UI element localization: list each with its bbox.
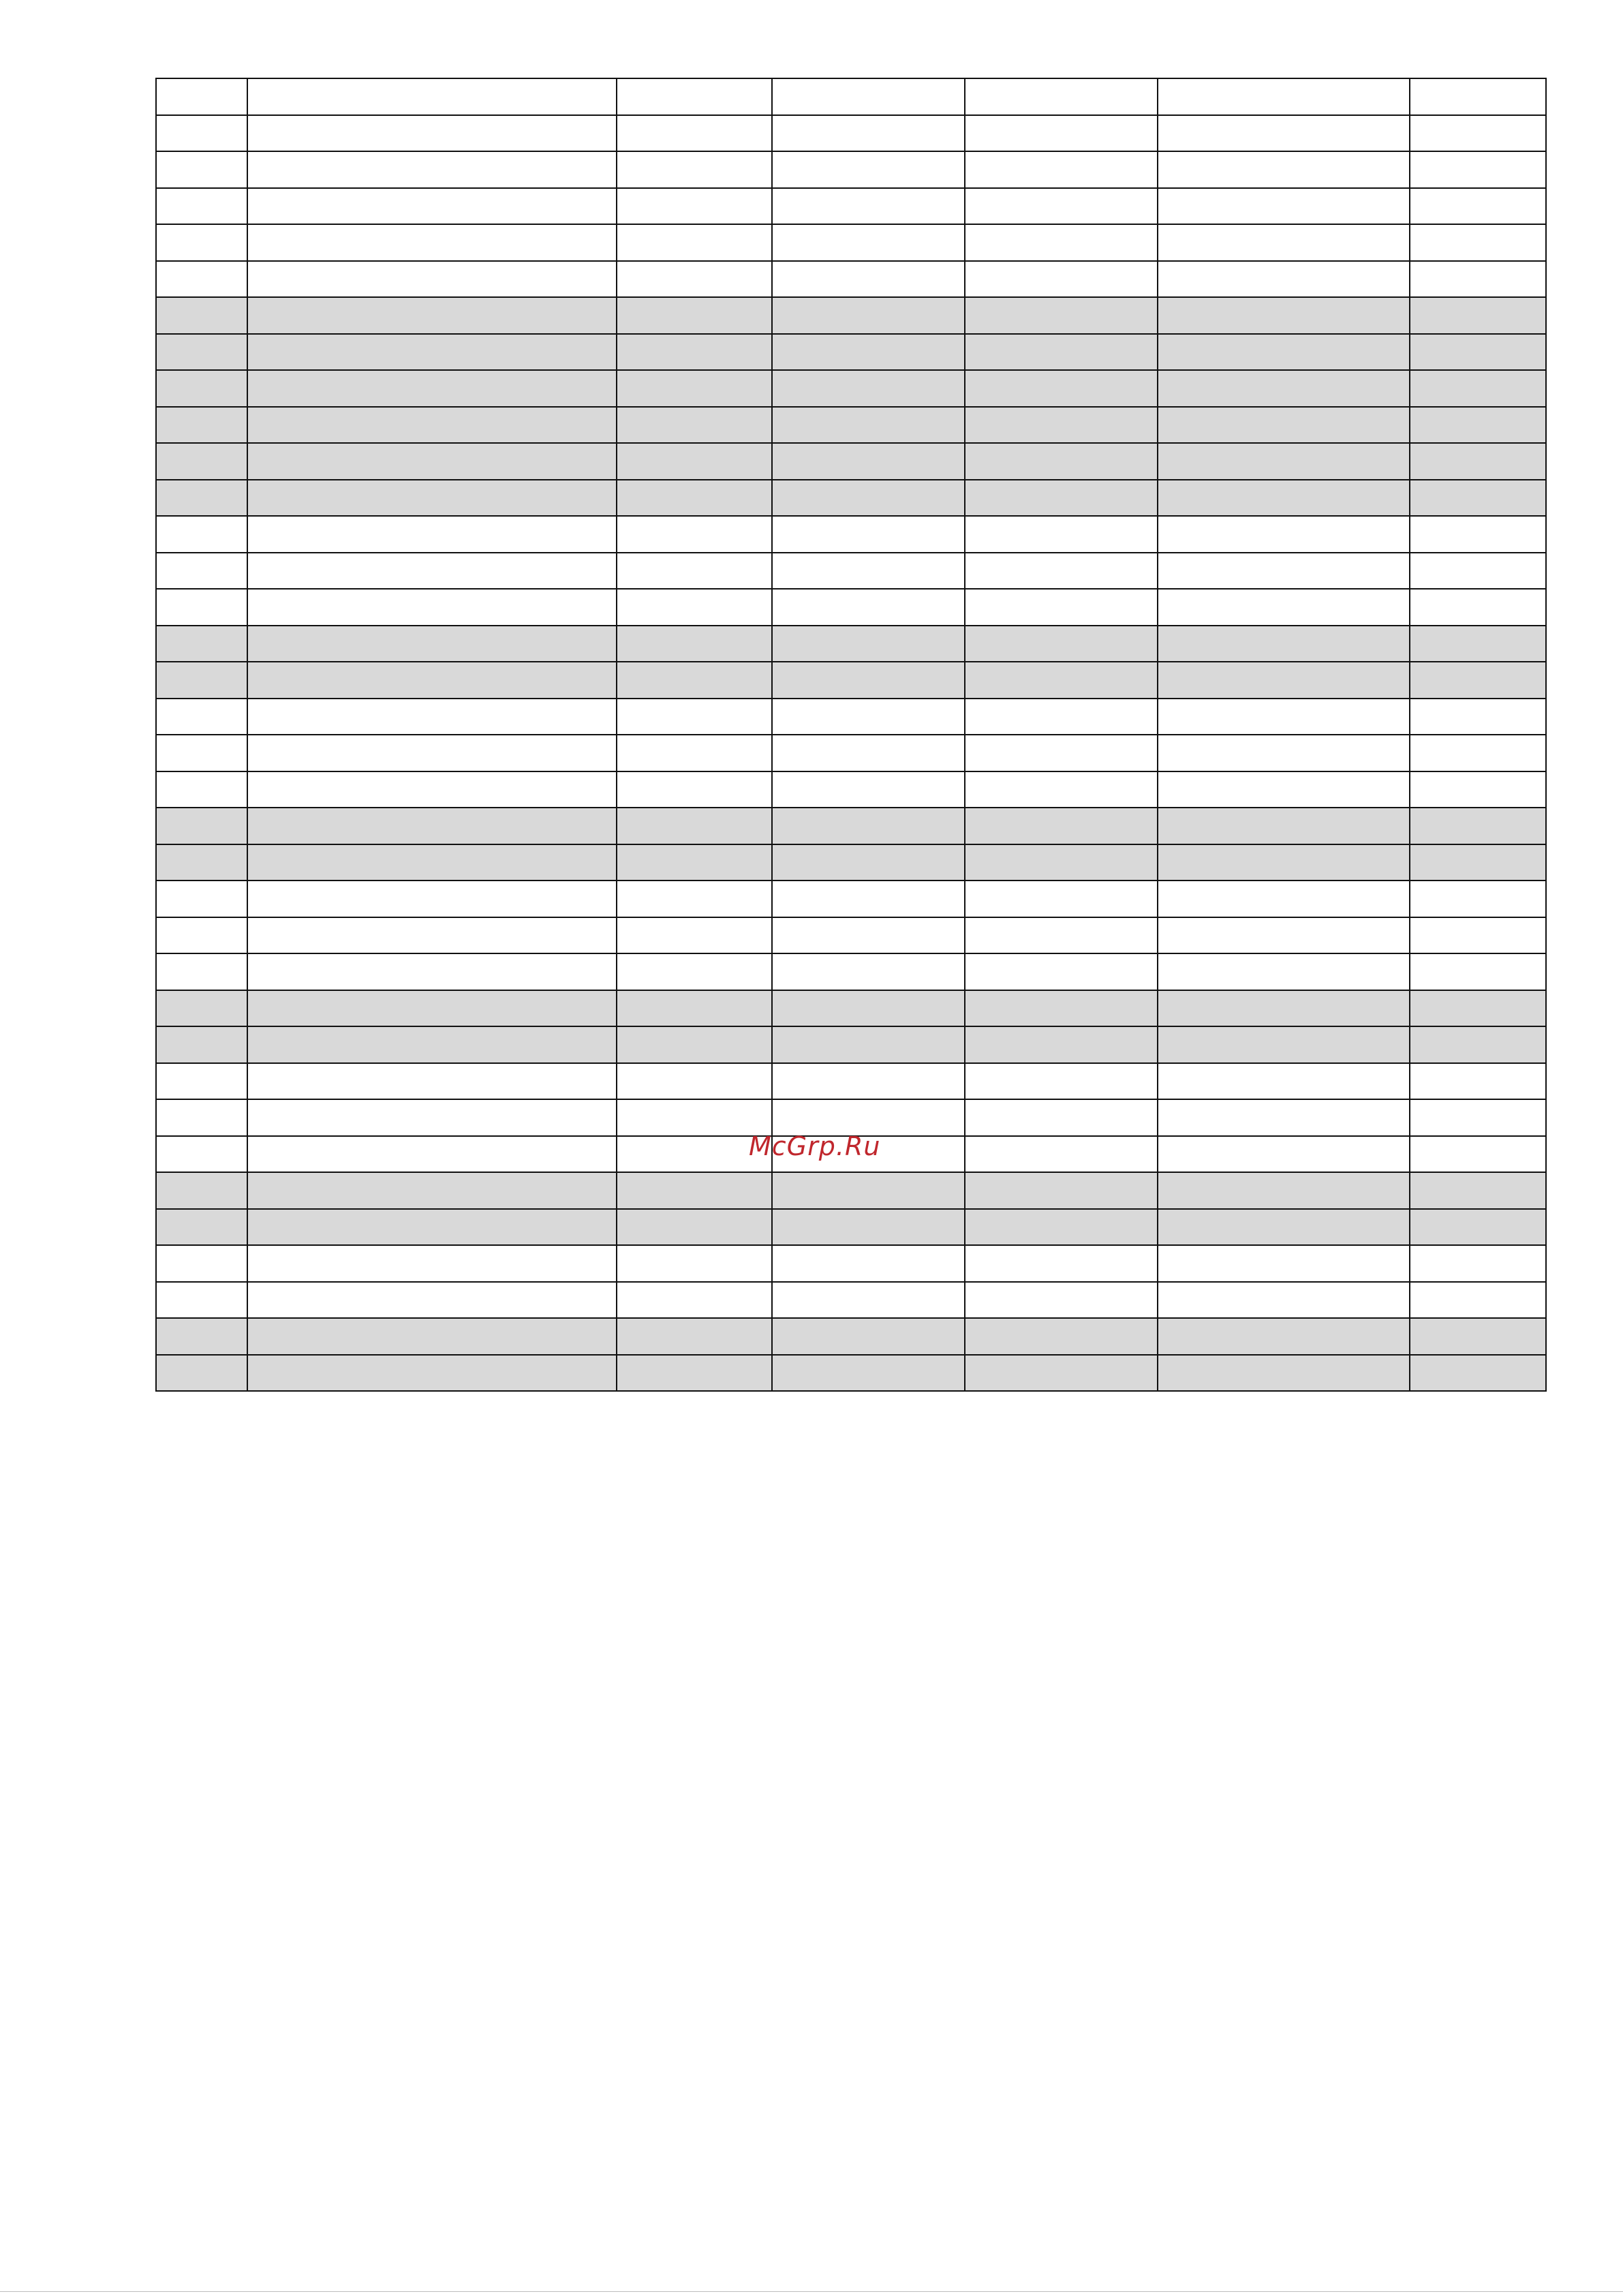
table-row: [156, 115, 1546, 152]
table-cell: [1410, 917, 1546, 954]
table-cell: [1410, 480, 1546, 517]
table-cell: [1410, 1209, 1546, 1246]
table-cell: [247, 115, 617, 152]
table-cell: [1410, 1172, 1546, 1209]
table-cell: [1158, 516, 1410, 553]
table-row: [156, 626, 1546, 662]
table-cell: [156, 1136, 247, 1173]
table-cell: [1158, 844, 1410, 881]
table-row: [156, 953, 1546, 990]
table-cell: [1158, 480, 1410, 517]
table-cell: [1410, 735, 1546, 771]
table-row: [156, 1099, 1546, 1136]
table-row: [156, 1063, 1546, 1100]
table-cell: [965, 1026, 1158, 1063]
table-cell: [1158, 407, 1410, 444]
table-cell: [772, 589, 965, 626]
table-cell: [772, 115, 965, 152]
table-cell: [965, 1172, 1158, 1209]
table-cell: [1158, 443, 1410, 480]
table-row: [156, 516, 1546, 553]
table-cell: [965, 553, 1158, 590]
table-row: [156, 224, 1546, 261]
table-cell: [772, 1209, 965, 1246]
table-cell: [965, 516, 1158, 553]
table-cell: [1410, 808, 1546, 844]
table-cell: [617, 1318, 772, 1355]
table-cell: [1158, 115, 1410, 152]
table-cell: [1158, 1209, 1410, 1246]
table-cell: [1158, 151, 1410, 188]
table-cell: [156, 771, 247, 808]
table-cell: [965, 662, 1158, 699]
table-cell: [1410, 662, 1546, 699]
table-cell: [1158, 699, 1410, 735]
table-cell: [617, 297, 772, 334]
table-cell: [247, 1099, 617, 1136]
table-cell: [247, 844, 617, 881]
table-cell: [1158, 78, 1410, 115]
table-cell: [156, 953, 247, 990]
table-cell: [156, 1318, 247, 1355]
table-cell: [1410, 115, 1546, 152]
table-cell: [772, 808, 965, 844]
table-cell: [247, 443, 617, 480]
table-cell: [772, 844, 965, 881]
table-cell: [156, 480, 247, 517]
table-cell: [965, 1355, 1158, 1392]
table-cell: [772, 1355, 965, 1392]
table-cell: [156, 699, 247, 735]
table-cell: [1158, 626, 1410, 662]
table-cell: [965, 953, 1158, 990]
table-cell: [772, 443, 965, 480]
table-cell: [1410, 553, 1546, 590]
table-cell: [965, 990, 1158, 1027]
table-cell: [772, 407, 965, 444]
table-cell: [772, 188, 965, 225]
table-cell: [247, 917, 617, 954]
table-cell: [1158, 297, 1410, 334]
table-cell: [1410, 443, 1546, 480]
table-cell: [247, 151, 617, 188]
table-cell: [156, 1355, 247, 1392]
table-row: [156, 443, 1546, 480]
table-cell: [247, 188, 617, 225]
table-cell: [617, 990, 772, 1027]
table-cell: [965, 1209, 1158, 1246]
table-row: [156, 261, 1546, 298]
empty-grid-table: [155, 78, 1547, 1392]
table-cell: [772, 626, 965, 662]
table-cell: [1410, 224, 1546, 261]
table-cell: [617, 1282, 772, 1319]
table-cell: [772, 516, 965, 553]
table-cell: [247, 771, 617, 808]
table-cell: [965, 844, 1158, 881]
table-cell: [156, 443, 247, 480]
table-cell: [1158, 188, 1410, 225]
table-cell: [156, 808, 247, 844]
table-cell: [247, 699, 617, 735]
table-row: [156, 589, 1546, 626]
table-cell: [1410, 699, 1546, 735]
table-cell: [617, 480, 772, 517]
table-cell: [156, 553, 247, 590]
table-cell: [156, 881, 247, 917]
table-row: [156, 1172, 1546, 1209]
table-cell: [247, 589, 617, 626]
table-row: [156, 990, 1546, 1027]
table-cell: [965, 917, 1158, 954]
table-cell: [617, 699, 772, 735]
table-cell: [1158, 553, 1410, 590]
table-body: [156, 78, 1546, 1391]
table-cell: [1410, 990, 1546, 1027]
table-cell: [772, 699, 965, 735]
table-cell: [772, 1318, 965, 1355]
table-cell: [247, 407, 617, 444]
table-cell: [965, 480, 1158, 517]
table-row: [156, 78, 1546, 115]
table-cell: [1410, 771, 1546, 808]
table-cell: [156, 151, 247, 188]
table-cell: [772, 990, 965, 1027]
table-cell: [965, 78, 1158, 115]
table-cell: [772, 953, 965, 990]
table-cell: [247, 1063, 617, 1100]
table-cell: [617, 188, 772, 225]
table-cell: [772, 1245, 965, 1282]
table-cell: [965, 1099, 1158, 1136]
table-cell: [156, 261, 247, 298]
table-cell: [1158, 808, 1410, 844]
table-cell: [247, 735, 617, 771]
table-cell: [965, 626, 1158, 662]
table-cell: [772, 78, 965, 115]
table-cell: [1410, 151, 1546, 188]
table-cell: [617, 115, 772, 152]
table-cell: [1410, 334, 1546, 371]
table-cell: [617, 78, 772, 115]
table-row: [156, 1209, 1546, 1246]
table-cell: [772, 224, 965, 261]
table-row: [156, 188, 1546, 225]
table-cell: [156, 662, 247, 699]
table-cell: [965, 1136, 1158, 1173]
table-cell: [1410, 881, 1546, 917]
table-cell: [1410, 297, 1546, 334]
table-cell: [1410, 1063, 1546, 1100]
table-row: [156, 844, 1546, 881]
table-cell: [156, 589, 247, 626]
table-row: [156, 808, 1546, 844]
table-cell: [247, 297, 617, 334]
table-cell: [247, 261, 617, 298]
table-cell: [156, 990, 247, 1027]
table-cell: [772, 1063, 965, 1100]
table-cell: [1158, 1099, 1410, 1136]
table-cell: [1158, 224, 1410, 261]
table-cell: [1158, 990, 1410, 1027]
table-cell: [772, 297, 965, 334]
table-cell: [965, 151, 1158, 188]
table-cell: [772, 735, 965, 771]
table-cell: [247, 662, 617, 699]
table-cell: [247, 1026, 617, 1063]
table-cell: [617, 334, 772, 371]
table-cell: [617, 771, 772, 808]
table-cell: [1410, 953, 1546, 990]
table-cell: [772, 1026, 965, 1063]
table-cell: [247, 1209, 617, 1246]
table-cell: [617, 553, 772, 590]
table-cell: [965, 881, 1158, 917]
table-cell: [965, 188, 1158, 225]
table-cell: [617, 735, 772, 771]
table-cell: [247, 224, 617, 261]
table-cell: [965, 699, 1158, 735]
table-row: [156, 407, 1546, 444]
table-cell: [247, 990, 617, 1027]
table-row: [156, 662, 1546, 699]
table-cell: [247, 953, 617, 990]
table-cell: [965, 589, 1158, 626]
table-cell: [156, 297, 247, 334]
table-cell: [1158, 1318, 1410, 1355]
table-cell: [247, 1355, 617, 1392]
table-cell: [772, 261, 965, 298]
table-cell: [1158, 1063, 1410, 1100]
table-cell: [1410, 1282, 1546, 1319]
table-cell: [772, 553, 965, 590]
table-cell: [1410, 1026, 1546, 1063]
table-cell: [1158, 1282, 1410, 1319]
table-cell: [965, 297, 1158, 334]
table-cell: [617, 1245, 772, 1282]
table-cell: [1410, 626, 1546, 662]
table-cell: [247, 553, 617, 590]
table-cell: [617, 662, 772, 699]
table-cell: [965, 115, 1158, 152]
table-row: [156, 297, 1546, 334]
table-row: [156, 1355, 1546, 1392]
table-cell: [156, 407, 247, 444]
table-cell: [772, 1099, 965, 1136]
table-cell: [156, 917, 247, 954]
table-row: [156, 151, 1546, 188]
table-cell: [1158, 917, 1410, 954]
table-cell: [1410, 407, 1546, 444]
table-cell: [156, 334, 247, 371]
table-cell: [156, 735, 247, 771]
table-cell: [965, 370, 1158, 407]
table-cell: [617, 151, 772, 188]
table-cell: [617, 1063, 772, 1100]
table-row: [156, 553, 1546, 590]
table-cell: [156, 1282, 247, 1319]
table-row: [156, 1026, 1546, 1063]
table-cell: [617, 844, 772, 881]
table-cell: [965, 224, 1158, 261]
table-cell: [1410, 589, 1546, 626]
table-row: [156, 881, 1546, 917]
bottom-divider: [0, 2291, 1623, 2292]
table-cell: [1410, 1245, 1546, 1282]
table-cell: [772, 334, 965, 371]
table-cell: [1158, 1172, 1410, 1209]
table-cell: [1158, 1136, 1410, 1173]
table-cell: [1158, 589, 1410, 626]
table-cell: [617, 224, 772, 261]
table-cell: [617, 808, 772, 844]
table-row: [156, 1245, 1546, 1282]
table-cell: [617, 917, 772, 954]
table-cell: [772, 881, 965, 917]
table-row: [156, 370, 1546, 407]
table-cell: [1410, 1318, 1546, 1355]
table-cell: [156, 1172, 247, 1209]
table-cell: [617, 589, 772, 626]
table-row: [156, 771, 1546, 808]
table-cell: [965, 735, 1158, 771]
table-cell: [156, 115, 247, 152]
table-cell: [1410, 516, 1546, 553]
table-cell: [965, 1063, 1158, 1100]
table-row: [156, 917, 1546, 954]
table-cell: [247, 370, 617, 407]
table-cell: [617, 626, 772, 662]
table-cell: [965, 443, 1158, 480]
table-cell: [156, 188, 247, 225]
table-cell: [247, 1282, 617, 1319]
table-cell: [617, 370, 772, 407]
table-cell: [1410, 1136, 1546, 1173]
table-row: [156, 480, 1546, 517]
table-cell: [1158, 334, 1410, 371]
table-cell: [772, 917, 965, 954]
table-cell: [617, 516, 772, 553]
table-cell: [247, 808, 617, 844]
table-row: [156, 1282, 1546, 1319]
table-cell: [1410, 1355, 1546, 1392]
table-cell: [1158, 261, 1410, 298]
table-cell: [156, 78, 247, 115]
table-cell: [965, 1318, 1158, 1355]
table-cell: [156, 626, 247, 662]
table-cell: [1158, 370, 1410, 407]
table-cell: [156, 1063, 247, 1100]
table-cell: [1410, 1099, 1546, 1136]
table-row: [156, 334, 1546, 371]
table-cell: [1410, 370, 1546, 407]
table-cell: [247, 516, 617, 553]
table-cell: [965, 407, 1158, 444]
table-cell: [617, 1026, 772, 1063]
table-cell: [1158, 1355, 1410, 1392]
table-cell: [617, 881, 772, 917]
table-cell: [247, 1245, 617, 1282]
table-cell: [617, 1355, 772, 1392]
table-cell: [617, 953, 772, 990]
table-cell: [247, 1172, 617, 1209]
table-cell: [965, 1245, 1158, 1282]
table-cell: [156, 1026, 247, 1063]
table-cell: [617, 443, 772, 480]
table-cell: [772, 662, 965, 699]
table-cell: [772, 370, 965, 407]
table-cell: [1158, 953, 1410, 990]
table-cell: [247, 480, 617, 517]
table-cell: [247, 78, 617, 115]
table-cell: [1158, 881, 1410, 917]
table-cell: [1158, 1026, 1410, 1063]
table-cell: [247, 1136, 617, 1173]
table-cell: [247, 626, 617, 662]
table-cell: [1158, 662, 1410, 699]
table-cell: [1158, 735, 1410, 771]
table-cell: [1410, 188, 1546, 225]
table-cell: [156, 1209, 247, 1246]
table-cell: [772, 771, 965, 808]
table-cell: [156, 1245, 247, 1282]
table-cell: [772, 480, 965, 517]
table-cell: [247, 1318, 617, 1355]
table-cell: [617, 261, 772, 298]
table-cell: [965, 334, 1158, 371]
table-cell: [156, 224, 247, 261]
table-cell: [965, 1282, 1158, 1319]
table-cell: [156, 1099, 247, 1136]
table-cell: [156, 516, 247, 553]
table-cell: [965, 808, 1158, 844]
table-cell: [772, 1282, 965, 1319]
table-row: [156, 735, 1546, 771]
table-cell: [1158, 771, 1410, 808]
table-row: [156, 699, 1546, 735]
table-cell: [1158, 1245, 1410, 1282]
watermark-text: McGrp.Ru: [749, 1131, 881, 1161]
table-cell: [617, 407, 772, 444]
table-cell: [1410, 844, 1546, 881]
table-cell: [156, 844, 247, 881]
table-cell: [1410, 78, 1546, 115]
table-cell: [965, 771, 1158, 808]
table-cell: [772, 1172, 965, 1209]
table-cell: [617, 1099, 772, 1136]
table-cell: [247, 881, 617, 917]
table-cell: [965, 261, 1158, 298]
table-cell: [1410, 261, 1546, 298]
table-cell: [617, 1172, 772, 1209]
table-cell: [772, 151, 965, 188]
table-cell: [617, 1209, 772, 1246]
table-cell: [156, 370, 247, 407]
table-row: [156, 1318, 1546, 1355]
table-cell: [247, 334, 617, 371]
